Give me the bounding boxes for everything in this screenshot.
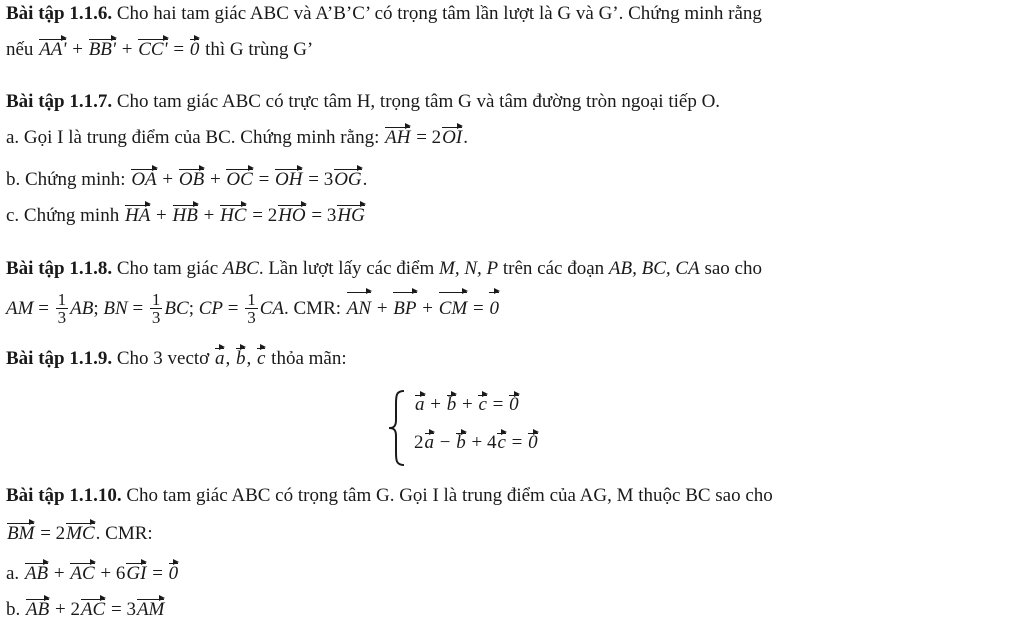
part-label: b. [6, 599, 21, 620]
equation-system [386, 388, 626, 468]
ex119-text-b: thỏa mãn: [271, 348, 347, 369]
ex117-b-coef: 3 [323, 169, 334, 190]
ex1110-part-b: b. AB + 2AC = 3AM [6, 599, 165, 620]
ex117-part-b: b. Chứng minh: OA + OB + OC = OH = 3OG. [6, 169, 368, 190]
ex118-am: AM [6, 298, 34, 319]
vector-gi: GI [126, 563, 147, 584]
ex116-line2: nếu AA' + BB' + CC' = 0 thì G trùng G’ [6, 39, 314, 60]
ex117-c-text: c. Chứng minh [6, 205, 120, 226]
frac-num: 1 [57, 290, 67, 310]
ex118-line1 [6, 257, 762, 281]
vector-mc: MC [66, 523, 95, 544]
vector-og: OG [334, 169, 362, 190]
vector-c: c [256, 348, 266, 369]
ex118-text-b: . Lần lượt lấy các điểm [258, 258, 435, 279]
vector-bb: BB' [88, 39, 116, 60]
vector-ab: AB [24, 563, 49, 584]
ex116-text2a: nếu [6, 39, 34, 60]
vector-zero: 0 [168, 563, 179, 584]
frac-num: 1 [247, 290, 256, 310]
left-brace-icon [386, 388, 408, 468]
ex118-segs: AB, BC, CA [608, 258, 700, 279]
vector-c: c [478, 394, 487, 415]
vector-bm: BM [7, 523, 35, 544]
frac-num: 1 [151, 290, 161, 310]
coef: 2 [55, 523, 66, 544]
equation-row-2: 2a − b + 4c = 0 [414, 432, 538, 453]
vector-c: c [497, 432, 506, 453]
ex116-line1 [6, 2, 762, 26]
ex1110-line2: BM = 2MC. CMR: [7, 523, 153, 544]
vector-ah: AH [385, 127, 411, 148]
ex117-b-text: b. Chứng minh: [6, 169, 126, 190]
vector-ab: AB [26, 599, 50, 620]
fraction-one-third [150, 291, 163, 326]
vector-zero: 0 [509, 394, 519, 415]
vector-aa: AA' [39, 39, 67, 60]
vector-a: a [214, 348, 225, 369]
ex119-line1: Bài tập 1.1.9. Cho 3 vectơ a, b, c thỏa mãn: [6, 348, 347, 369]
coef: 4 [486, 432, 497, 453]
part-label: a. [6, 563, 20, 584]
vector-cm: CM [438, 291, 469, 327]
frac-den: 3 [247, 308, 256, 328]
vector-zero: 0 [189, 39, 200, 60]
ex118-bn: BN [103, 298, 128, 319]
vector-hg: HG [337, 205, 365, 226]
vector-zero: 0 [528, 432, 538, 453]
ex116-title: Bài tập 1.1.6. [6, 3, 113, 24]
ex117-part-a: a. Gọi I là trung điểm của BC. Chứng minh rằng: AH = 2OI. [6, 127, 468, 148]
ex118-cmr: CMR: [293, 298, 342, 319]
ex118-title: Bài tập 1.1.8. [6, 258, 113, 279]
vector-ac: AC [70, 563, 95, 584]
ex118-line2: AM = $\frac{1}{3}$ AB; BN = $\frac{1}{3}$ BC; CP = $\frac{1}{3}$ CA. CMR: AN + BP + CM = 0 [6, 290, 499, 328]
ex118-ab: AB [70, 298, 94, 319]
vector-ac: AC [80, 599, 106, 620]
ex118-text-a: Cho tam giác [116, 258, 219, 279]
vector-bp: BP [392, 291, 417, 327]
vector-oh: OH [275, 169, 303, 190]
vector-an: AN [346, 291, 372, 327]
coef: 2 [414, 432, 424, 453]
ex119-title: Bài tập 1.1.9. [6, 348, 113, 369]
ex1110-title: Bài tập 1.1.10. [6, 485, 122, 506]
ex118-cp: CP [198, 298, 223, 319]
ex117-text1: Cho tam giác ABC có trực tâm H, trọng tâm G và tâm đường tròn ngoại tiếp O. [116, 91, 721, 112]
ex1110-cmr: . CMR: [95, 523, 153, 544]
vector-b: b [456, 432, 466, 453]
vector-hc: HC [220, 205, 247, 226]
vector-zero: 0 [488, 291, 500, 327]
coef: 6 [115, 563, 126, 584]
ex119-text: Cho 3 vectơ [116, 348, 210, 369]
coef: 2 [70, 599, 80, 620]
ex1110-text: Cho tam giác ABC có trọng tâm G. Gọi I là trung điểm của AG, M thuộc BC sao cho [126, 485, 773, 506]
vector-a: a [424, 432, 434, 453]
ex116-text1: Cho hai tam giác ABC và A’B’C’ có trọng tâm lần lượt là G và G’. Chứng minh rằng [116, 3, 762, 24]
coef: 3 [126, 599, 136, 620]
vector-oi: OI [442, 127, 463, 148]
ex117-c-coef2: 3 [326, 205, 337, 226]
ex117-line1 [6, 90, 720, 114]
vector-ho: HO [278, 205, 306, 226]
vector-am: AM [136, 599, 165, 620]
ex1110-line1 [6, 484, 773, 508]
ex116-text2b: thì G trùng G’ [205, 39, 314, 60]
ex118-mnp: M, N, P [439, 258, 499, 279]
ex117-c-coef1: 2 [267, 205, 278, 226]
ex118-abc: ABC [222, 258, 259, 279]
vector-ha: HA [124, 205, 151, 226]
ex1110-part-a: a. AB + AC + 6GI = 0 [6, 563, 179, 584]
fraction-one-third [245, 291, 258, 326]
vector-cc: CC' [138, 39, 168, 60]
ex117-a-text: a. Gọi I là trung điểm của BC. Chứng minh rằng: [6, 127, 380, 148]
vector-hb: HB [172, 205, 198, 226]
ex117-part-c: c. Chứng minh HA + HB + HC = 2HO = 3HG [6, 205, 365, 226]
ex118-ca: CA [259, 298, 284, 319]
ex118-bc: BC [164, 298, 189, 319]
frac-den: 3 [151, 308, 161, 328]
ex117-title: Bài tập 1.1.7. [6, 91, 113, 112]
ex118-text-d: sao cho [704, 258, 762, 279]
vector-ob: OB [178, 169, 205, 190]
frac-den: 3 [57, 308, 67, 328]
equation-row-1: a + b + c = 0 [415, 394, 519, 415]
ex118-text-c: trên các đoạn [502, 258, 605, 279]
vector-oa: OA [131, 169, 157, 190]
vector-oc: OC [226, 169, 253, 190]
fraction-one-third [56, 291, 69, 326]
ex117-a-coef: 2 [431, 127, 442, 148]
vector-b: b [235, 348, 246, 369]
vector-b: b [446, 394, 457, 415]
vector-a: a [415, 394, 425, 415]
